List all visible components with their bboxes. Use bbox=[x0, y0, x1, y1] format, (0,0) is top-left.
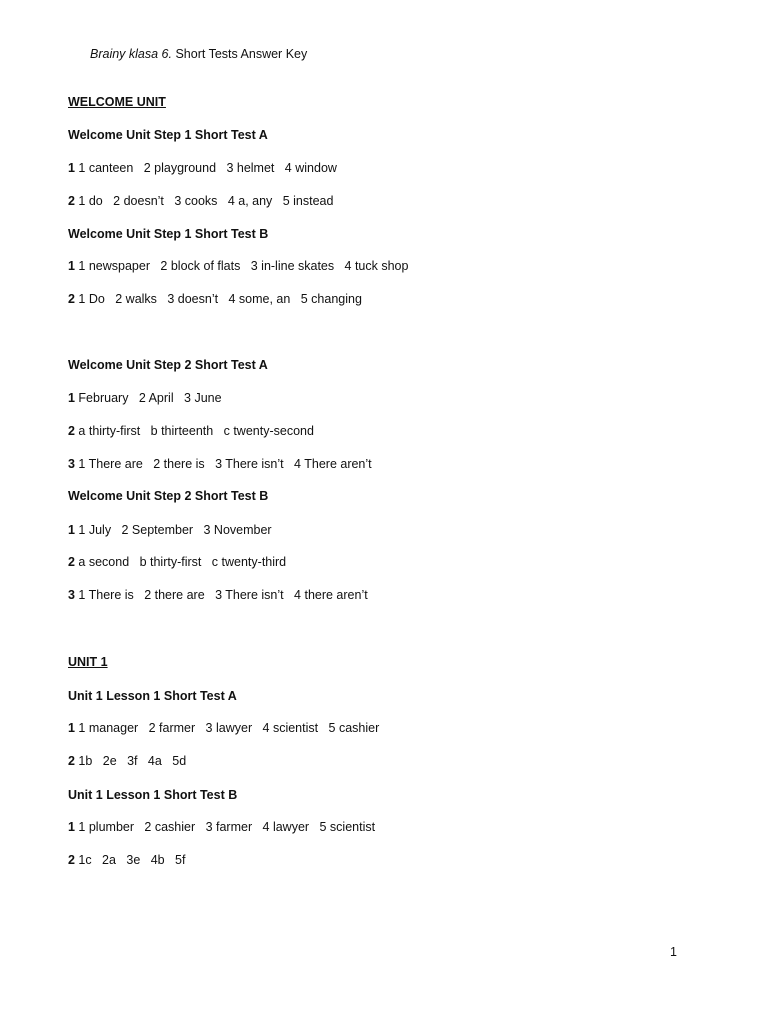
page-number: 1 bbox=[670, 945, 677, 959]
answer-line bbox=[68, 821, 375, 834]
answer-line bbox=[68, 854, 185, 867]
question-number: 3 bbox=[68, 457, 75, 471]
answer-line bbox=[68, 556, 286, 569]
test-heading-welcome-step2-a: Welcome Unit Step 2 Short Test A bbox=[68, 358, 268, 372]
answer-text: 1 newspaper 2 block of flats 3 in-line skates 4 tuck shop bbox=[74, 259, 409, 273]
welcome-unit-heading: WELCOME UNIT bbox=[68, 95, 166, 109]
answer-text: 1 There are 2 there is 3 There isn’t 4 There aren’t bbox=[74, 457, 372, 471]
question-number: 2 bbox=[68, 853, 75, 867]
answer-text: 1 July 2 September 3 November bbox=[74, 523, 272, 537]
answer-line bbox=[68, 260, 408, 273]
question-number: 1 bbox=[68, 523, 75, 537]
answer-line bbox=[68, 195, 333, 208]
question-number: 2 bbox=[68, 555, 75, 569]
answer-text: 1 There is 2 there are 3 There isn’t 4 there aren’t bbox=[74, 588, 368, 602]
answer-text: a second b thirty-first c twenty-third bbox=[74, 555, 287, 569]
question-number: 1 bbox=[68, 820, 75, 834]
answer-line bbox=[68, 458, 372, 471]
answer-text: 1 Do 2 walks 3 doesn’t 4 some, an 5 changing bbox=[74, 292, 362, 306]
answer-line bbox=[68, 162, 337, 175]
test-heading-welcome-step1-b: Welcome Unit Step 1 Short Test B bbox=[68, 227, 269, 241]
answer-line bbox=[68, 392, 222, 405]
answer-line bbox=[68, 755, 186, 768]
book-title: Brainy klasa 6. bbox=[90, 47, 172, 61]
question-number: 1 bbox=[68, 161, 75, 175]
question-number: 2 bbox=[68, 292, 75, 306]
question-number: 2 bbox=[68, 754, 75, 768]
test-heading-welcome-step2-b: Welcome Unit Step 2 Short Test B bbox=[68, 489, 269, 503]
test-heading-welcome-step1-a: Welcome Unit Step 1 Short Test A bbox=[68, 128, 268, 142]
unit1-heading: UNIT 1 bbox=[68, 655, 108, 669]
answer-line bbox=[68, 524, 272, 537]
question-number: 3 bbox=[68, 588, 75, 602]
answer-text: 1 canteen 2 playground 3 helmet 4 window bbox=[74, 161, 337, 175]
question-number: 1 bbox=[68, 721, 75, 735]
answer-text: 1 do 2 doesn’t 3 cooks 4 a, any 5 instead bbox=[74, 194, 334, 208]
answer-text: a thirty-first b thirteenth c twenty-second bbox=[74, 424, 314, 438]
test-heading-unit1-lesson1-b: Unit 1 Lesson 1 Short Test B bbox=[68, 788, 238, 802]
question-number: 1 bbox=[68, 391, 75, 405]
answer-line bbox=[68, 722, 379, 735]
document-title: Short Tests Answer Key bbox=[171, 47, 308, 61]
answer-line bbox=[68, 589, 368, 602]
answer-line bbox=[68, 293, 362, 306]
answer-text: 1 manager 2 farmer 3 lawyer 4 scientist 5 cashier bbox=[74, 721, 380, 735]
question-number: 2 bbox=[68, 194, 75, 208]
answer-line bbox=[68, 425, 314, 438]
document-header bbox=[90, 48, 307, 61]
answer-text: 1b 2e 3f 4a 5d bbox=[74, 754, 187, 768]
question-number: 2 bbox=[68, 424, 75, 438]
test-heading-unit1-lesson1-a: Unit 1 Lesson 1 Short Test A bbox=[68, 689, 237, 703]
answer-text: February 2 April 3 June bbox=[74, 391, 222, 405]
answer-text: 1 plumber 2 cashier 3 farmer 4 lawyer 5 scientist bbox=[74, 820, 376, 834]
question-number: 1 bbox=[68, 259, 75, 273]
answer-text: 1c 2a 3e 4b 5f bbox=[74, 853, 186, 867]
